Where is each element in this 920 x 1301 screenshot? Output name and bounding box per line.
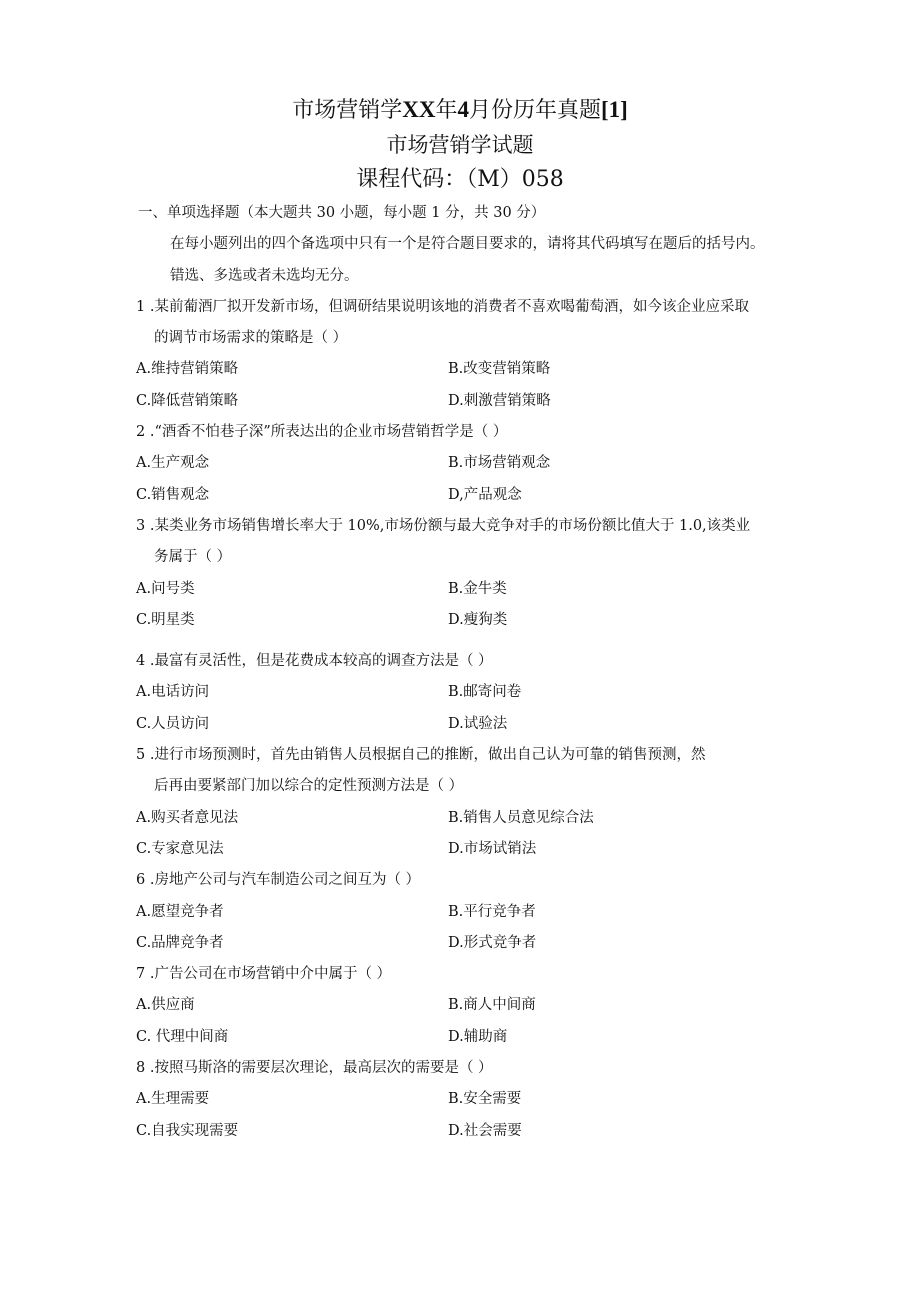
question-8-option-c: C.自我实现需要: [136, 1122, 239, 1139]
question-3-option-d: D.瘦狗类: [448, 611, 508, 628]
exam-body: [0, 198, 920, 1147]
question-6-option-c: C.品牌竞争者: [136, 934, 224, 951]
question-5-text-cont: 后再由要紧部门加以综合的定性预测方法是（ ）: [154, 778, 464, 795]
title-text-month-num: 4: [457, 97, 469, 122]
question-7-options-row-2: [0, 1022, 920, 1053]
question-7-option-a: A.供应商: [136, 997, 195, 1014]
spacer: [0, 636, 920, 646]
course-code: 课程代码：（M）058: [356, 167, 564, 192]
question-2-option-c: C.销售观念: [136, 486, 210, 503]
question-2-option-d: D,产品观念: [448, 486, 522, 503]
question-1-option-b: B.改变营销策略: [448, 361, 551, 378]
question-5-option-a: A.购买者意见法: [136, 809, 239, 826]
question-6-option-a: A.愿望竞争者: [136, 903, 224, 920]
question-5-option-b: B.销售人员意见综合法: [448, 809, 594, 826]
question-5-option-c: C.专家意见法: [136, 840, 224, 857]
question-8-options-row-1: [0, 1084, 920, 1115]
question-5-text: 5 .进行市场预测时，首先由销售人员根据自己的推断，做出自己认为可靠的销售预测，然: [136, 747, 706, 764]
question-7-text: 7 .广告公司在市场营销中介中属于（ ）: [136, 966, 392, 983]
question-3-option-a: A.问号类: [136, 580, 195, 597]
question-4-options-row-1: [0, 677, 920, 708]
question-4-text: 4 .最富有灵活性，但是花费成本较高的调查方法是（ ）: [136, 653, 493, 670]
question-3-options-row-1: [0, 574, 920, 605]
page-subtitle: 市场营销学试题: [386, 133, 534, 157]
instruction-line-2: 错选、多选或者未选均无分。: [170, 267, 359, 284]
instruction-line-1: 在每小题列出的四个备选项中只有一个是符合题目要求的，请将其代码填写在题后的括号内。: [170, 236, 765, 253]
question-1-option-a: A.维持营销策略: [136, 361, 239, 378]
question-1-option-d: D.刺激营销策略: [448, 392, 551, 409]
question-5-option-d: D.市场试销法: [448, 840, 537, 857]
question-4-options-row-2: [0, 709, 920, 740]
question-2-text: 2 .“酒香不怕巷子深”所表达出的企业市场营销哲学是（ ）: [136, 424, 508, 441]
question-2-options-row-2: [0, 480, 920, 511]
question-2-option-a: A.生产观念: [136, 455, 210, 472]
title-block: [0, 92, 920, 198]
question-8-text: 8 .按照马斯洛的需要层次理论，最高层次的需要是（ ）: [136, 1060, 493, 1077]
question-6-text: 6 .房地产公司与汽车制造公司之间互为（ ）: [136, 872, 421, 889]
page-title: [0, 92, 920, 128]
title-text-year: 年: [435, 98, 458, 123]
question-6-option-d: D.形式竞争者: [448, 934, 537, 951]
question-7-option-c: C. 代理中间商: [136, 1028, 229, 1045]
question-4-option-d: D.试验法: [448, 715, 508, 732]
question-6-option-b: B.平行竞争者: [448, 903, 536, 920]
question-1-options-row-2: [0, 386, 920, 417]
question-8-option-b: B.安全需要: [448, 1091, 522, 1108]
question-1-options-row-1: [0, 354, 920, 385]
section-heading: 一、单项选择题（本大题共 30 小题，每小题 1 分，共 30 分）: [138, 205, 546, 221]
question-8-options-row-2: [0, 1116, 920, 1147]
question-3-option-b: B.金牛类: [448, 580, 507, 597]
question-1-text-cont: 的调节市场需求的策略是（ ）: [154, 330, 348, 347]
question-3-text-cont: 务属于（ ）: [154, 549, 232, 566]
question-3-text: 3 .某类业务市场销售增长率大于 10%,市场份额与最大竞争对手的市场份额比值大于 1.0,该类业: [136, 517, 751, 534]
question-6-options-row-2: [0, 928, 920, 959]
question-7-option-b: B.商人中间商: [448, 997, 536, 1014]
question-4-option-a: A.电话访问: [136, 684, 210, 701]
question-2-options-row-1: [0, 448, 920, 479]
title-text-month: 月份历年真题: [468, 98, 601, 123]
question-8-option-d: D.社会需要: [448, 1122, 522, 1139]
question-8-option-a: A.生理需要: [136, 1091, 210, 1108]
title-text-xx: XX: [402, 97, 436, 122]
question-2-option-b: B.市场营销观念: [448, 455, 551, 472]
question-5-options-row-2: [0, 834, 920, 865]
question-7-options-row-1: [0, 990, 920, 1021]
question-3-option-c: C.明星类: [136, 611, 195, 628]
question-6-options-row-1: [0, 897, 920, 928]
question-3-options-row-2: [0, 605, 920, 636]
question-1-option-c: C.降低营销策略: [136, 392, 239, 409]
question-4-option-c: C.人员访问: [136, 715, 210, 732]
title-text-pre: 市场营销学: [292, 98, 403, 123]
question-5-options-row-1: [0, 803, 920, 834]
title-text-tag: [1]: [600, 97, 628, 122]
question-7-option-d: D.辅助商: [448, 1028, 508, 1045]
question-1-text: 1 .某前葡酒厂拟开发新市场，但调研结果说明该地的消费者不喜欢喝葡萄酒，如今该企业应采取: [136, 298, 749, 315]
question-4-option-b: B.邮寄问卷: [448, 684, 522, 701]
